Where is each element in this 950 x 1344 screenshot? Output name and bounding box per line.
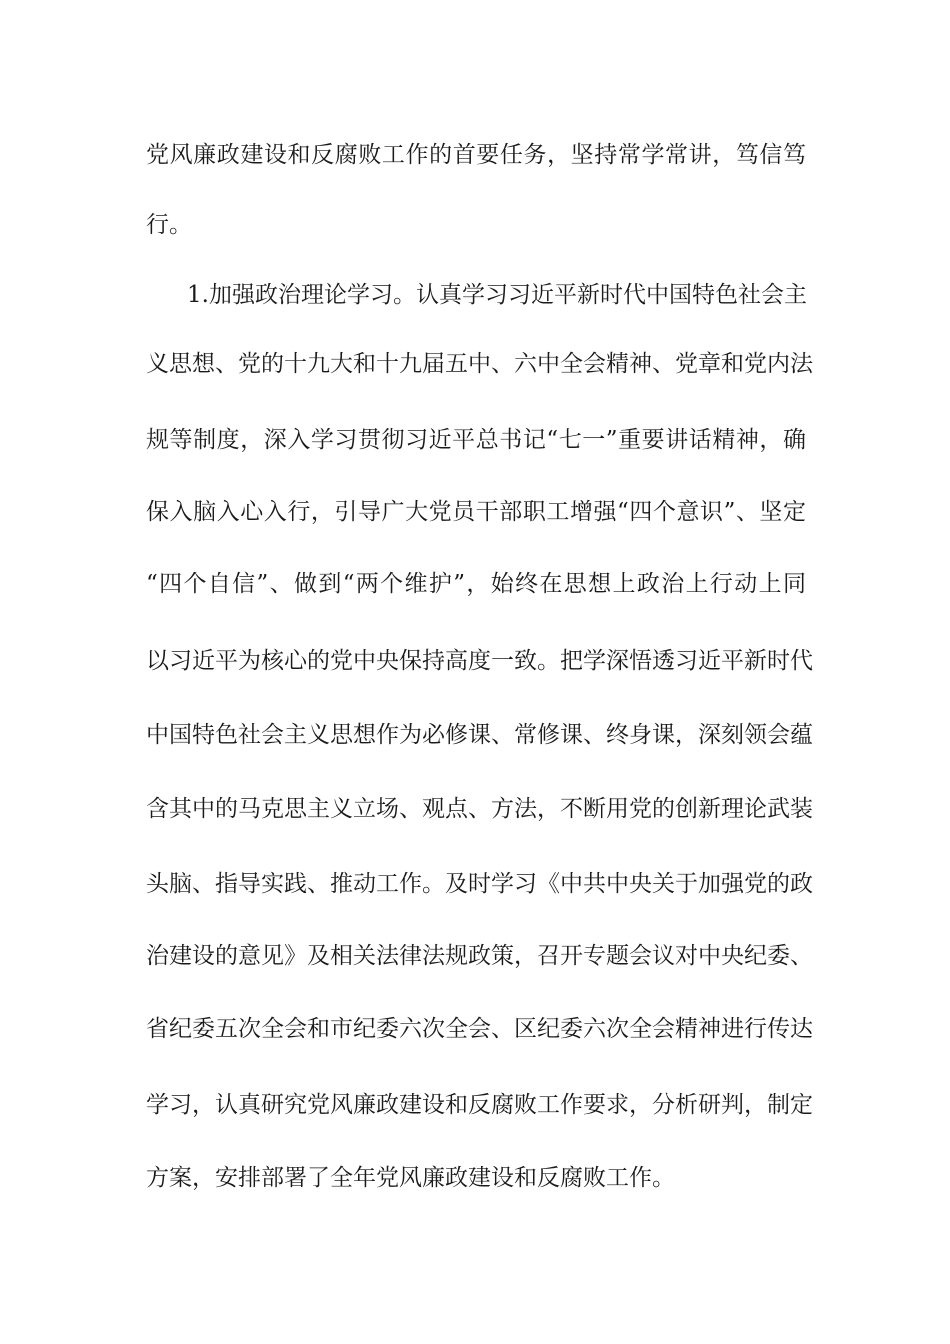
text-line: 方案，安排部署了全年党风廉政建设和反腐败工作。 bbox=[146, 1165, 675, 1191]
paragraph-start-line: 1.加强政治理论学习。认真学习习近平新时代中国特色社会主 bbox=[187, 282, 807, 308]
text-line: 学习，认真研究党风廉政建设和反腐败工作要求，分析研判，制定 bbox=[146, 1092, 813, 1118]
text-line: 保入脑入心入行，引导广大党员干部职工增强“四个意识”、坚定 bbox=[146, 499, 806, 525]
text-line: 行。 bbox=[146, 212, 192, 238]
text-line: 治建设的意见》及相关法律法规政策，召开专题会议对中央纪委、 bbox=[146, 943, 813, 969]
text-line: 义思想、党的十九大和十九届五中、六中全会精神、党章和党内法 bbox=[146, 351, 813, 377]
text-line: 含其中的马克思主义立场、观点、方法，不断用党的创新理论武装 bbox=[146, 796, 813, 822]
text-line: 规等制度，深入学习贯彻习近平总书记“七一”重要讲话精神，确 bbox=[146, 427, 806, 453]
text-line: 省纪委五次全会和市纪委六次全会、区纪委六次全会精神进行传达 bbox=[146, 1016, 813, 1042]
text-line: 党风廉政建设和反腐败工作的首要任务，坚持常学常讲，笃信笃 bbox=[146, 142, 806, 168]
text-line: “四个自信”、做到“两个维护”，始终在思想上政治上行动上同 bbox=[146, 571, 806, 597]
text-line: 头脑、指导实践、推动工作。及时学习《中共中央关于加强党的政 bbox=[146, 871, 813, 897]
text-line: 中国特色社会主义思想作为必修课、常修课、终身课，深刻领会蕴 bbox=[146, 722, 813, 748]
text-line: 以习近平为核心的党中央保持高度一致。把学深悟透习近平新时代 bbox=[146, 648, 813, 674]
